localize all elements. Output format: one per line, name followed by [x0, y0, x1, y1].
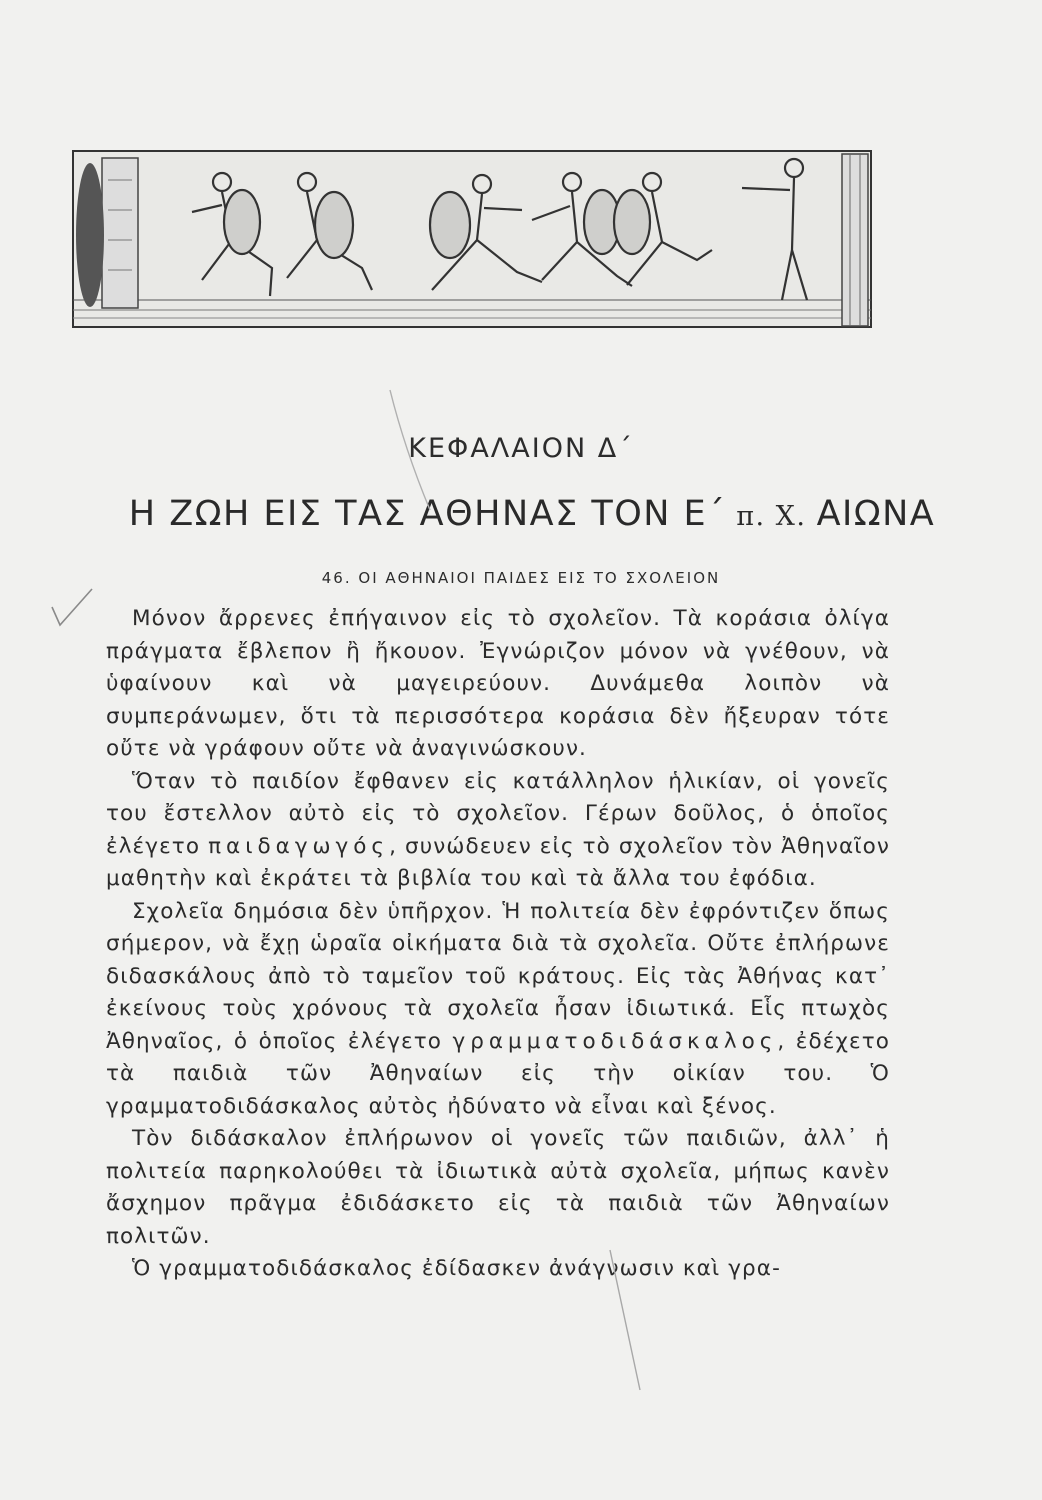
chapter-title-main: Η ΖΩΗ ΕΙΣ ΤΑΣ ΑΘΗΝΑΣ ΤΟΝ Ε΄	[128, 494, 727, 534]
chapter-title-era: π. Χ.	[726, 501, 817, 532]
runners-frieze-image	[72, 150, 872, 328]
paragraph-3	[106, 896, 890, 1124]
paragraph-3-part-a: Σχολεῖα δημόσια δὲν ὑπῆρχον. Ἡ πολιτεία δὲν ἐφρόντιζεν ὅπως σήμερον, νὰ ἔχῃ ὡραῖα οἰκήματα διὰ τὰ σχολεῖα. Οὔτε ἐπλήρωνε διδασκάλους ἀπὸ τὸ ταμεῖον τοῦ κράτους. Εἰς τὰς Ἀθήνας κατ᾽ ἐκείνους τοὺς χρόνους τὰ σχολεῖα ἦσαν ἰδιωτικά. Εἷς πτωχὸς Ἀθηναῖος, ὁ ὁποῖος ἐλέγετο	[106, 898, 890, 1054]
chapter-title-end: ΑΙΩΝΑ	[816, 494, 936, 534]
paragraph-2	[106, 766, 890, 896]
paragraph-2-part-a: Ὅταν τὸ παιδίον ἔφθανεν εἰς κατάλληλον ἡλικίαν, οἱ γονεῖς του ἔστελλον αὐτὸ εἰς τὸ σχολεῖον. Γέρων δοῦλος, ὁ ὁποῖος ἐλέγετο	[106, 768, 890, 859]
paragraph-2-part-b: , συνώδευεν εἰς τὸ σχολεῖον τὸν Ἀθηναῖον μαθητὴν καὶ ἐκράτει τὰ βιβλία του καὶ τὰ ἄλλα του ἐφόδια.	[106, 833, 890, 891]
paragraph-1: Μόνον ἄρρενες ἐπήγαινον εἰς τὸ σχολεῖον. Τὰ κοράσια ὀλίγα πράγματα ἔβλεπον ἢ ἤκουον. Ἐγνώριζον μόνον νὰ γνέθουν, νὰ ὑφαίνουν καὶ νὰ μαγειρεύουν. Δυνάμεθα λοιπὸν νὰ συμπεράνωμεν, ὅτι τὰ περισσότερα κοράσια δὲν ἤξευραν τότε οὔτε νὰ γράφουν οὔτε νὰ ἀναγινώσκουν.	[106, 606, 890, 761]
frieze-illustration	[72, 150, 872, 328]
term-grammatodidaskalos: γραμματοδιδάσκαλος	[452, 1028, 778, 1054]
body-text	[106, 603, 890, 1286]
term-paidagogos: παιδαγωγός	[208, 833, 390, 859]
section-heading: 46. ΟΙ ΑΘΗΝΑΙΟΙ ΠΑΙΔΕΣ ΕΙΣ ΤΟ ΣΧΟΛΕΙΟΝ	[321, 569, 721, 587]
chapter-title	[62, 494, 1002, 534]
paragraph-3-part-b: , ἐδέχετο τὰ παιδιὰ τῶν Ἀθηναίων εἰς τὴν οἰκίαν του. Ὁ γραμματοδιδάσκαλος αὐτὸς ἠδύνατο νὰ εἶναι καὶ ξένος.	[106, 1028, 891, 1119]
paragraph-4: Τὸν διδάσκαλον ἐπλήρωνον οἱ γονεῖς τῶν παιδιῶν, ἀλλ᾽ ἡ πολιτεία παρηκολούθει τὰ ἰδιωτικὰ αὐτὰ σχολεῖα, μήπως κανὲν ἄσχημον πρᾶγμα ἐδιδάσκετο εἰς τὰ παιδιὰ τῶν Ἀθηναίων πολιτῶν.	[106, 1126, 890, 1249]
paragraph-5: Ὁ γραμματοδιδάσκαλος ἐδίδασκεν ἀνάγνωσιν καὶ γρα-	[132, 1256, 781, 1281]
chapter-label: ΚΕΦΑΛΑΙΟΝ Δ΄	[408, 433, 634, 464]
pencil-checkmark-icon	[48, 585, 98, 635]
